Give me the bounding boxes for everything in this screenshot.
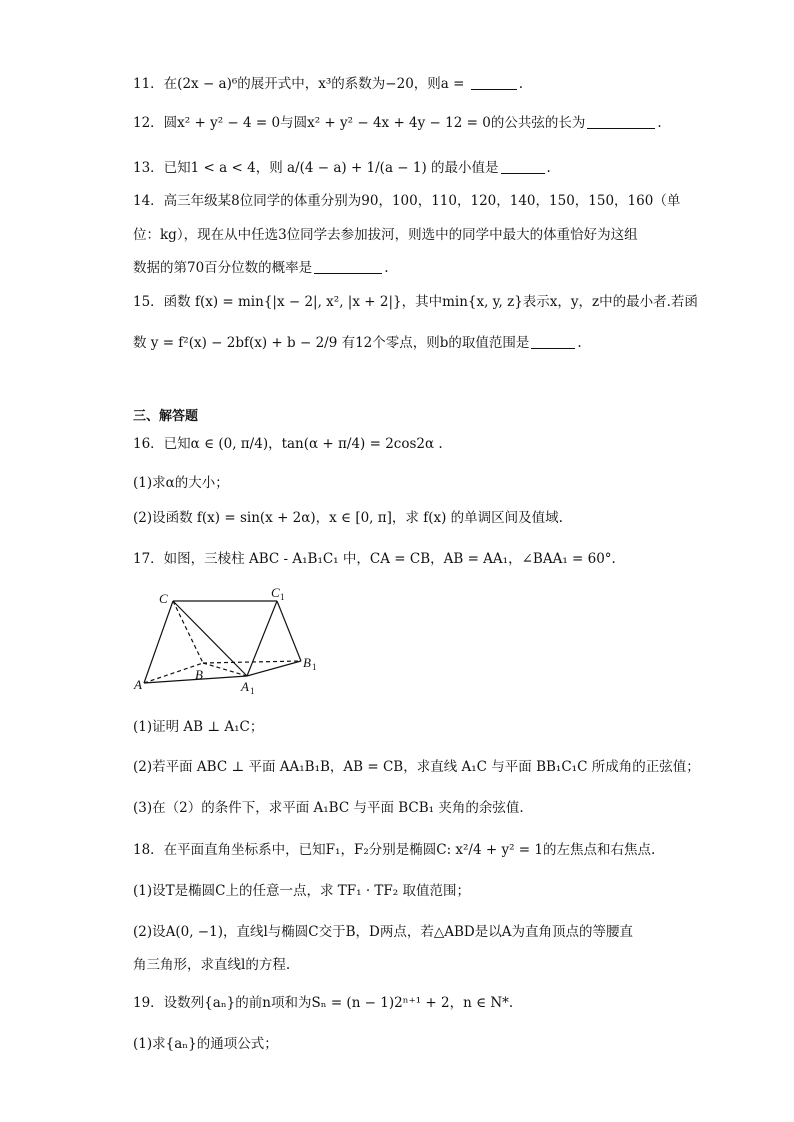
answer-blank (501, 159, 545, 174)
edge-cb-hidden (173, 601, 203, 663)
section-title: 三、解答题 (133, 409, 199, 424)
label-a1-sub: 1 (250, 686, 255, 696)
label-a: A (134, 677, 142, 692)
label-c1-sub: 1 (280, 592, 285, 602)
question-11: 11．在(2x − a)⁶的展开式中，x³的系数为−20，则a = . (133, 76, 524, 92)
question-18-part-1: (1)设T是椭圆C上的任意一点，求 TF₁ · TF₂ 取值范围； (133, 883, 470, 899)
question-11-text: 11．在(2x − a)⁶的展开式中，x³的系数为−20，则a = (133, 76, 469, 92)
label-b1: B (303, 655, 311, 670)
question-12-text: 12．圆x² + y² − 4 = 0与圆x² + y² − 4x + 4y − 12 = 0的公共弦的长为 (133, 115, 586, 131)
question-17-part-1: (1)证明 AB ⊥ A₁C； (133, 719, 264, 735)
question-16-part-2: (2)设函数 f(x) = sin(x + 2α)，x ∈ [0, π]，求 f(x) 的单调区间及值域. (133, 510, 563, 526)
edge-a1b1 (247, 661, 301, 676)
question-16-stem: 16．已知α ∈ (0, π/4)，tan(α + π/4) = 2cos2α . (133, 436, 443, 452)
question-14-line-3: 数据的第70百分位数的概率是 . (133, 260, 389, 276)
question-17-part-2: (2)若平面 ABC ⊥ 平面 AA₁B₁B，AB = CB，求直线 A₁C 与平面 BB₁C₁C 所成角的正弦值； (133, 759, 700, 775)
label-b1-sub: 1 (312, 662, 317, 672)
question-15-line-2: 数 y = f²(x) − 2bf(x) + b − 2/9 有12个零点，则b的取值范围是 . (133, 335, 582, 351)
question-14-line-1: 14．高三年级某8位同学的体重分别为90，100，110，120，140，150，150，160（单 (133, 193, 681, 209)
question-16-part-1: (1)求α的大小； (133, 475, 229, 491)
edge-c1b1 (277, 601, 301, 661)
question-19-stem: 19．设数列{aₙ}的前n项和为Sₙ = (n − 1)2ⁿ⁺¹ + 2，n ∈ N*. (133, 995, 514, 1011)
question-18-stem: 18．在平面直角坐标系中，已知F₁，F₂分别是椭圆C: x²/4 + y² = 1的左焦点和右焦点. (133, 842, 656, 858)
answer-blank (314, 259, 382, 274)
label-c1: C (271, 585, 280, 600)
answer-blank (531, 334, 575, 349)
edge-ac (144, 601, 173, 683)
label-b: B (195, 667, 203, 682)
question-18-part-2b: 角三角形，求直线l的方程. (133, 957, 291, 973)
answer-blank (587, 114, 655, 129)
edge-a1c1 (247, 601, 277, 676)
prism-figure (133, 585, 333, 700)
question-12: 12．圆x² + y² − 4 = 0与圆x² + y² − 4x + 4y − 12 = 0的公共弦的长为 . (133, 115, 662, 131)
question-18-part-2a: (2)设A(0, −1)，直线l与椭圆C交于B，D两点，若△ABD是以A为直角顶点的等腰直 (133, 924, 633, 940)
question-14-line-2: 位：kg），现在从中任选3位同学去参加拔河，则选中的同学中最大的体重恰好为这组 (133, 227, 638, 243)
question-15-line-1: 15．函数 f(x) = min{|x − 2|, x², |x + 2|}，其中min{x, y, z}表示x，y，z中的最小者.若函 (133, 294, 698, 310)
label-a1: A (241, 679, 249, 694)
question-17-part-3: (3)在（2）的条件下，求平面 A₁BC 与平面 BCB₁ 夹角的余弦值. (133, 800, 524, 816)
question-19-part-1: (1)求{aₙ}的通项公式； (133, 1036, 278, 1052)
question-13-text: 13．已知1 < a < 4，则 a/(4 − a) + 1/(a − 1) 的最小值是 (133, 160, 499, 176)
question-17-stem: 17．如图，三棱柱 ABC - A₁B₁C₁ 中，CA = CB，AB = AA₁，∠BAA₁ = 60°. (133, 551, 616, 567)
label-c: C (159, 591, 168, 606)
question-13: 13．已知1 < a < 4，则 a/(4 − a) + 1/(a − 1) 的最小值是 . (133, 160, 551, 176)
answer-blank (471, 75, 517, 90)
